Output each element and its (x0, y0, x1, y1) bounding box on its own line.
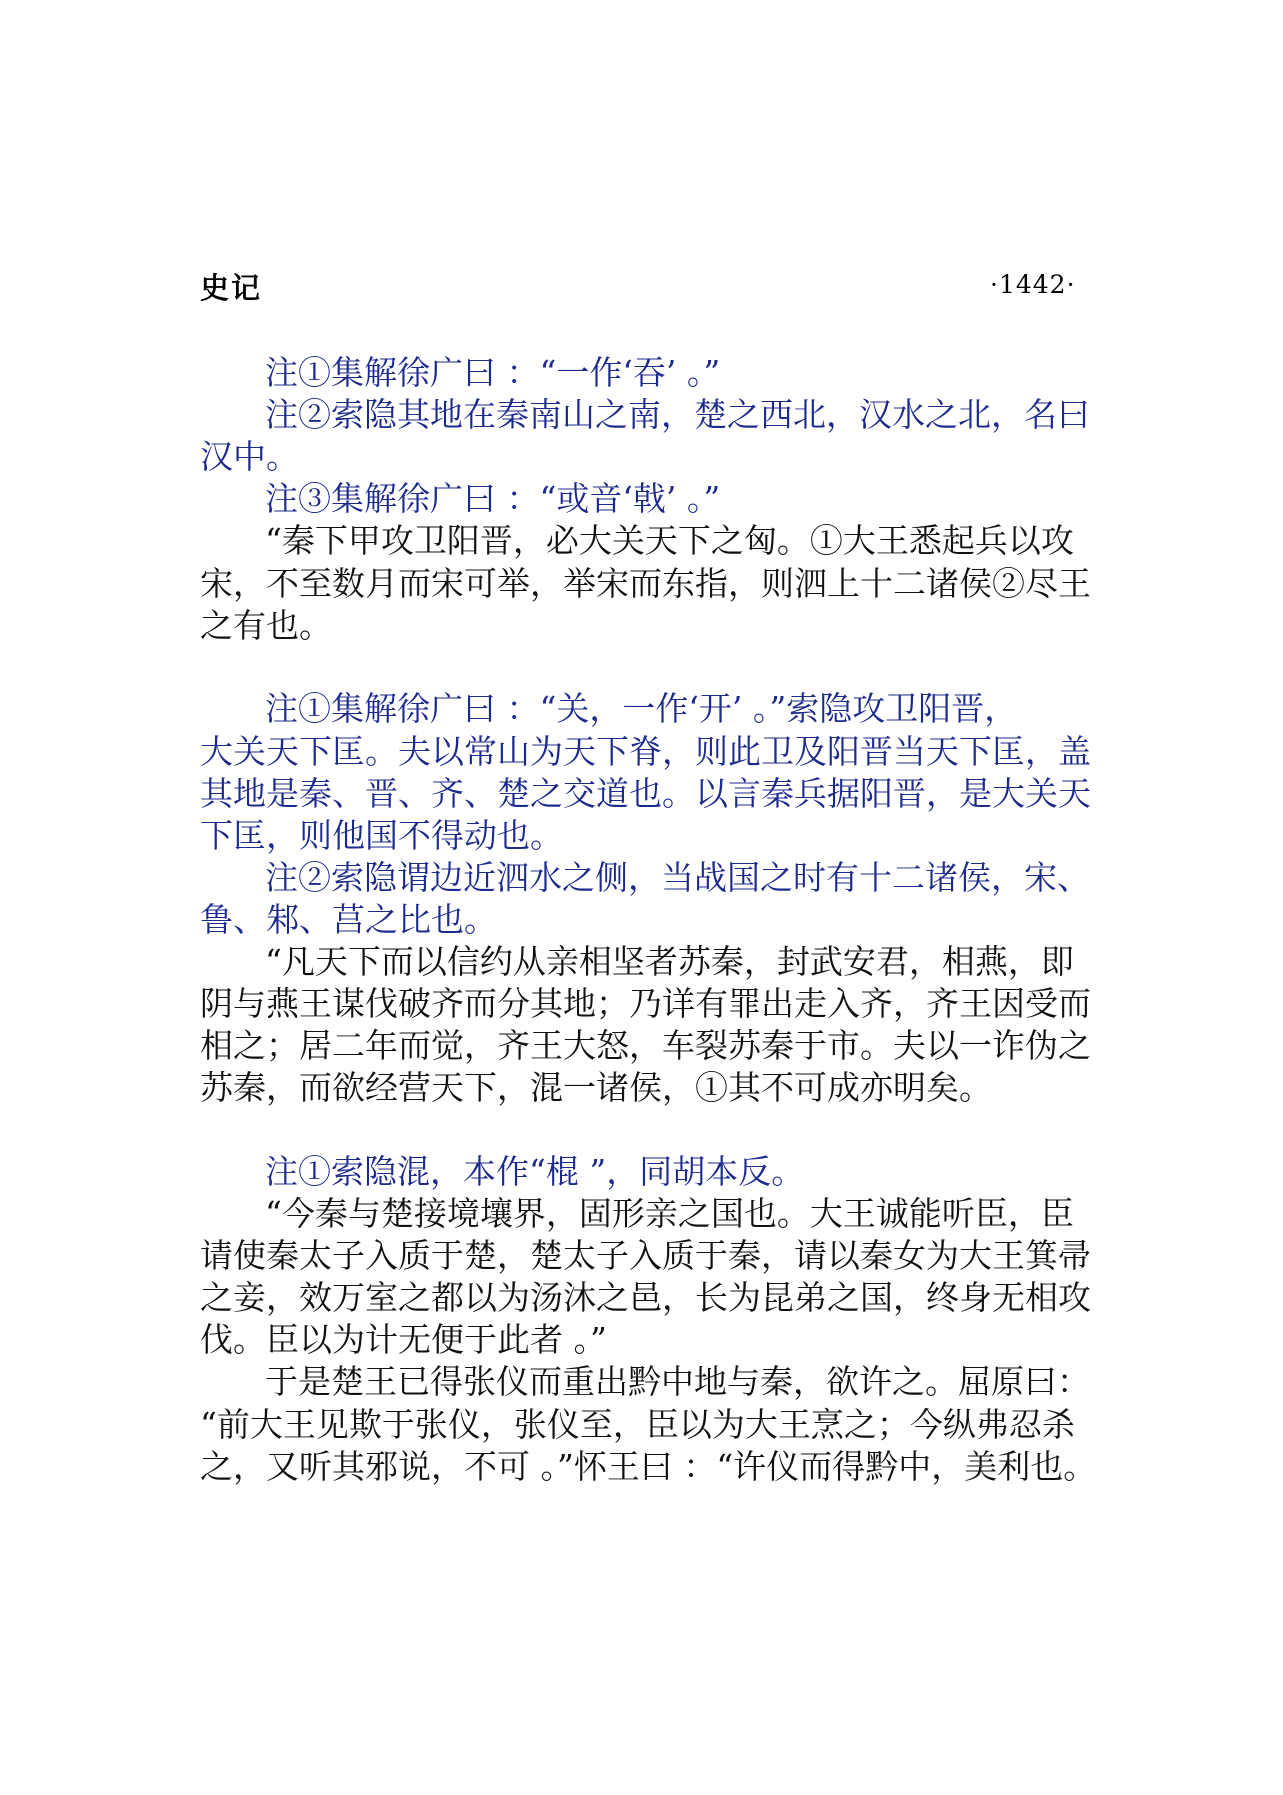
text-line: 之妾，效万室之都以为汤沐之邑，长为昆弟之国，终身无相攻 (200, 1278, 1091, 1317)
text-line: 之有也。 (200, 606, 332, 645)
text-line: 请使秦太子入质于楚，楚太子入质于秦，请以秦女为大王箕帚 (200, 1236, 1091, 1275)
note-line: 注①集解徐广曰 ：“关，一作‘开’ 。”索隐攻卫阳晋， (265, 689, 1018, 728)
note-line: 注②索隐其地在秦南山之南，楚之西北，汉水之北，名曰 (265, 395, 1090, 434)
page-number: ·1442· (990, 270, 1076, 299)
text-line: 相之；居二年而觉，齐王大怒，车裂苏秦于市。夫以一诈伪之 (200, 1026, 1091, 1065)
note-line: 注①集解徐广曰 ：“一作‘吞’ 。” (265, 353, 721, 392)
text-line: 伐。臣以为计无便于此者 。” (200, 1320, 607, 1359)
text-line: 苏秦，而欲经营天下，混一诸侯，①其不可成亦明矣。 (200, 1068, 992, 1107)
note-line: 大关天下匡。夫以常山为天下脊，则此卫及阳晋当天下匡，盖 (200, 732, 1091, 771)
note-line: 注①索隐混，本作“棍 ”，同胡本反。 (265, 1152, 805, 1191)
text-line: 阴与燕王谋伐破齐而分其地；乃详有罪出走入齐，齐王因受而 (200, 984, 1091, 1023)
text-line: “凡天下而以信约从亲相坚者苏秦，封武安君，相燕，即 (265, 942, 1074, 981)
text-line: “前大王见欺于张仪，张仪至，臣以为大王烹之；今纵弗忍杀 (200, 1405, 1075, 1444)
note-line: 下匡，则他国不得动也。 (200, 816, 563, 855)
text-line: “今秦与楚接境壤界，固形亲之国也。大王诚能听臣，臣 (265, 1194, 1074, 1233)
text-line: 于是楚王已得张仪而重出黔中地与秦，欲许之。屈原曰： (265, 1362, 1090, 1401)
note-line: 其地是秦、晋、齐、楚之交道也。以言秦兵据阳晋，是大关天 (200, 774, 1091, 813)
text-line: 之，又听其邪说，不可 。”怀王曰 ：“许仪而得黔中，美利也。 (200, 1447, 1097, 1486)
note-line: 注②索隐谓边近泗水之侧，当战国之时有十二诸侯，宋、 (265, 858, 1090, 897)
text-line: “秦下甲攻卫阳晋，必大关天下之匈。①大王悉起兵以攻 (265, 521, 1074, 560)
note-line: 汉中。 (200, 437, 299, 476)
note-line: 注③集解徐广曰 ：“或音‘戟’ 。” (265, 479, 721, 518)
book-title: 史记 (200, 271, 263, 305)
note-line: 鲁、邾、莒之比也。 (200, 900, 497, 939)
text-line: 宋，不至数月而宋可举，举宋而东指，则泗上十二诸侯②尽王 (200, 564, 1091, 603)
